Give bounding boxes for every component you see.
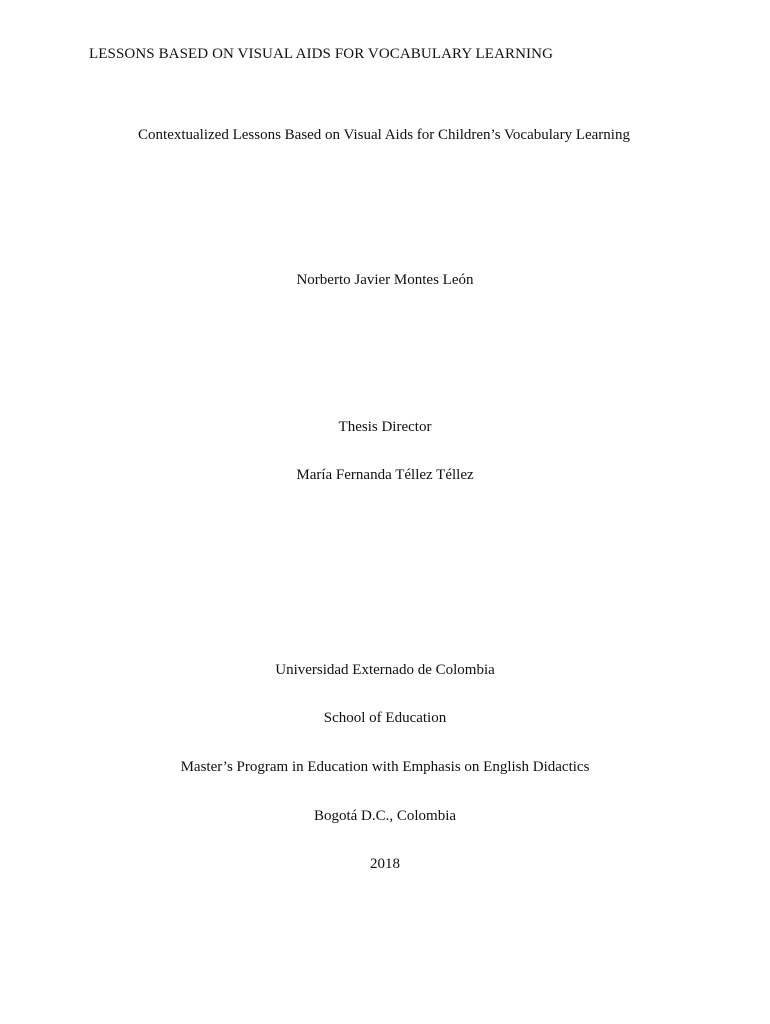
year: 2018 (370, 856, 400, 872)
running-head: LESSONS BASED ON VISUAL AIDS FOR VOCABULARY LEARNING (89, 46, 554, 62)
thesis-title (0, 127, 770, 144)
author-name: Norberto Javier Montes León (296, 272, 474, 288)
location: Bogotá D.C., Colombia (313, 808, 457, 824)
institution-name: Universidad Externado de Colombia (275, 662, 495, 678)
thesis-title-text: Contextualized Lessons Based on Visual Aids for Children’s Vocabulary Learning (138, 127, 630, 143)
director-label: Thesis Director (338, 419, 432, 435)
program-name: Master’s Program in Education with Emphasis on English Didactics (180, 759, 590, 775)
school-name: School of Education (323, 710, 447, 726)
director-name: María Fernanda Téllez Téllez (296, 467, 474, 483)
